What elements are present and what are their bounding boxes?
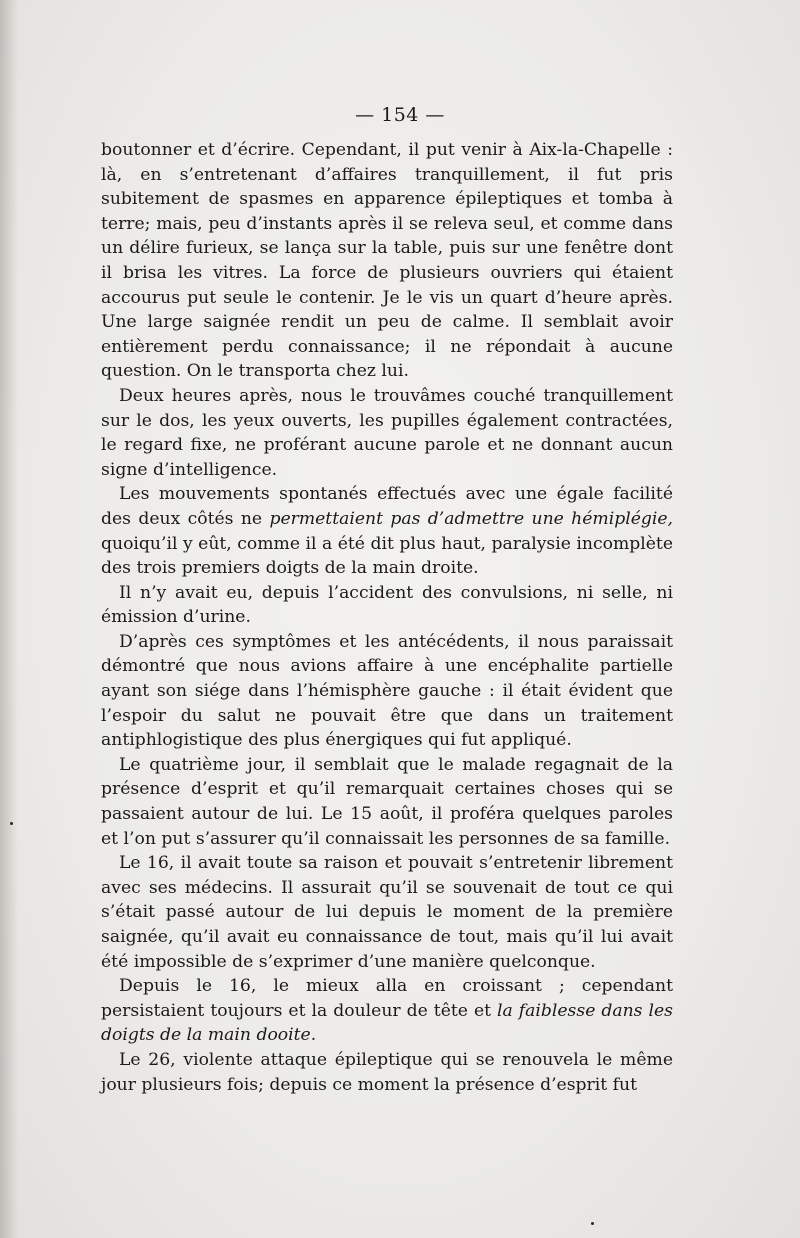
paragraph (101, 974, 673, 1048)
paragraph (101, 753, 673, 851)
italic-text: la faiblesse dans les doigts de la main dooite. (101, 1000, 673, 1046)
speck-mark (591, 1222, 594, 1225)
paragraph-text: Deux heures après, nous le trouvâmes couché tranquillement sur le dos, les yeux ouverts, les pupilles également contractées, le regard fixe, ne proférant aucune parole et ne donnant aucun signe d’intelligence. (101, 385, 673, 480)
paragraph-text: Depuis le 16, le mieux alla en croissant ; cependant persistaient toujours et la douleur de tête et (101, 976, 673, 1021)
paragraph-text: Le 16, il avait toute sa raison et pouvait s’entretenir librement avec ses médecins. Il assurait qu’il se souvenait de tout ce qui s’était passé autour de lui depuis le moment de la première saignée, qu’il avait eu connaissance de tout, mais qu’il lui avait été impossible de s’exprimer d’une manière quelconque. (101, 853, 673, 972)
paragraph (101, 138, 673, 384)
body-text (101, 138, 673, 1097)
paragraph (101, 630, 673, 753)
paragraph (101, 581, 673, 630)
paragraph-text: Le 26, violente attaque épileptique qui se renouvela le même jour plusieurs fois; depuis ce moment la présence d’esprit fut (101, 1049, 673, 1095)
paragraph (101, 384, 673, 482)
paragraph (101, 1048, 673, 1097)
paragraph-text: quoiqu’il y eût, comme il a été dit plus haut, paralysie incomplète des trois premiers doigts de la main droite. (101, 533, 673, 579)
paragraph-text: D’après ces symptômes et les antécédents, il nous paraissait démontré que nous avions affaire à une encéphalite partielle ayant son siége dans l’hémisphère gauche : il était évident que l’espoir du salut ne pouvait être que dans un traitement antiphlogistique des plus énergiques qui fut appliqué. (101, 631, 673, 751)
paragraph-text: Les mouvements spontanés effectués avec une égale facilité des deux côtés ne (101, 484, 673, 529)
page-number: — 154 — (355, 104, 445, 126)
paragraph-text: Le quatrième jour, il semblait que le malade regagnait de la présence d’esprit et qu’il remarquait certaines choses qui se passaient autour de lui. Le 15 août, il proféra quelques paroles et l’on put s’assurer qu’il connaissait les personnes de sa famille. (101, 754, 673, 849)
italic-text: permettaient pas d’admettre une hémiplégie, (269, 508, 673, 529)
paragraph (101, 851, 673, 974)
speck-mark (10, 822, 13, 825)
paragraph (101, 482, 673, 580)
paragraph-text: boutonner et d’écrire. Cependant, il put venir à Aix-la-Chapelle : là, en s’entretenant d’affaires tranquillement, il fut pris subitement de spasmes en apparence épileptiques et tomba à terre; mais, peu d’instants après il se releva seul, et comme dans un délire furieux, se lança sur la table, puis sur une fenêtre dont il brisa les vitres. La force de plusieurs ouvriers qui étaient accourus put seule le contenir. Je le vis un quart d’heure après. Une large saignée rendit un peu de calme. Il semblait avoir entièrement perdu connaissance; il ne répondait à aucune question. On le transporta chez lui. (101, 140, 673, 382)
paragraph-text: Il n’y avait eu, depuis l’accident des convulsions, ni selle, ni émission d’urine. (101, 582, 673, 628)
page-edge-shadow (0, 0, 18, 1238)
